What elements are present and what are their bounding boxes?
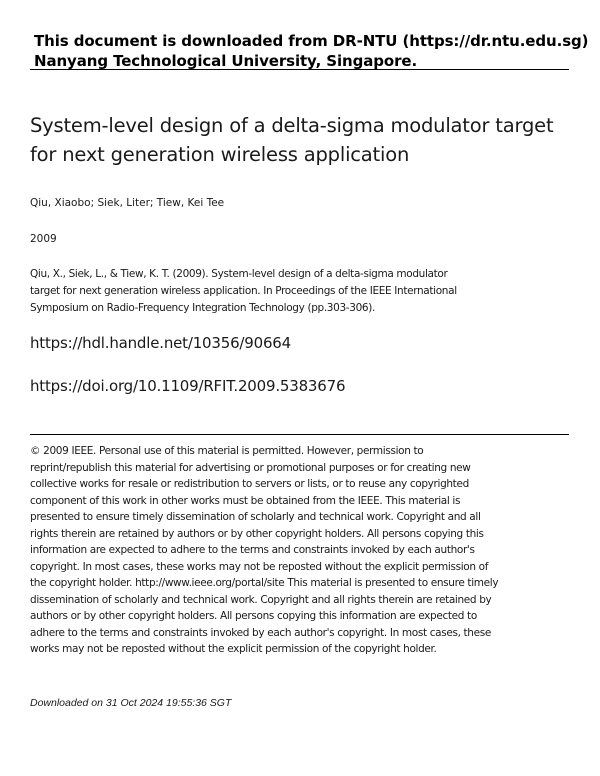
section-divider xyxy=(30,434,569,435)
header-divider xyxy=(30,69,569,70)
copyright-notice: © 2009 IEEE. Personal use of this material is permitted. However, permission to reprint/republish this material for advertising or promotional purposes or for creating new collective works for resale or redistribution to servers or lists, or to reuse any copyrighted component of this work in other works must be obtained from the IEEE. This material is presented to ensure timely dissemination of scholarly and technical work. Copyright and all rights therein are retained by authors or by other copyright holders. All persons copying this information are expected to adhere to the terms and constraints invoked by each author's copyright. In most cases, these works may not be reposted without the explicit permission of the copyright holder. http://www.ieee.org/portal/site This material is presented to ensure timely dissemination of scholarly and technical work. Copyright and all rights therein are retained by authors or by other copyright holders. All persons copying this information are expected to adhere to the terms and constraints invoked by each author's copyright. In most cases, these works may not be reposted without the explicit permission of the copyright holder. xyxy=(30,445,499,655)
authors: Qiu, Xiaobo; Siek, Liter; Tiew, Kei Tee xyxy=(30,197,225,209)
repository-header xyxy=(34,31,588,71)
header-source-line: This document is downloaded from DR-NTU (https://dr.ntu.edu.sg) xyxy=(34,32,589,50)
header-institution-line: Nanyang Technological University, Singapore. xyxy=(34,52,418,70)
document-title: System-level design of a delta-sigma modulator target for next generation wireless application xyxy=(30,114,554,166)
publication-year: 2009 xyxy=(30,233,57,245)
handle-link[interactable]: https://hdl.handle.net/10356/90664 xyxy=(30,334,291,352)
citation: Qiu, X., Siek, L., & Tiew, K. T. (2009). System-level design of a delta-sigma modulator target for next generation wireless application. In Proceedings of the IEEE International Symposium on Radio-Frequency Integration Technology (pp.303-306). xyxy=(30,268,457,314)
download-timestamp: Downloaded on 31 Oct 2024 19:55:36 SGT xyxy=(30,697,232,709)
doi-link[interactable]: https://doi.org/10.1109/RFIT.2009.5383676 xyxy=(30,377,346,395)
